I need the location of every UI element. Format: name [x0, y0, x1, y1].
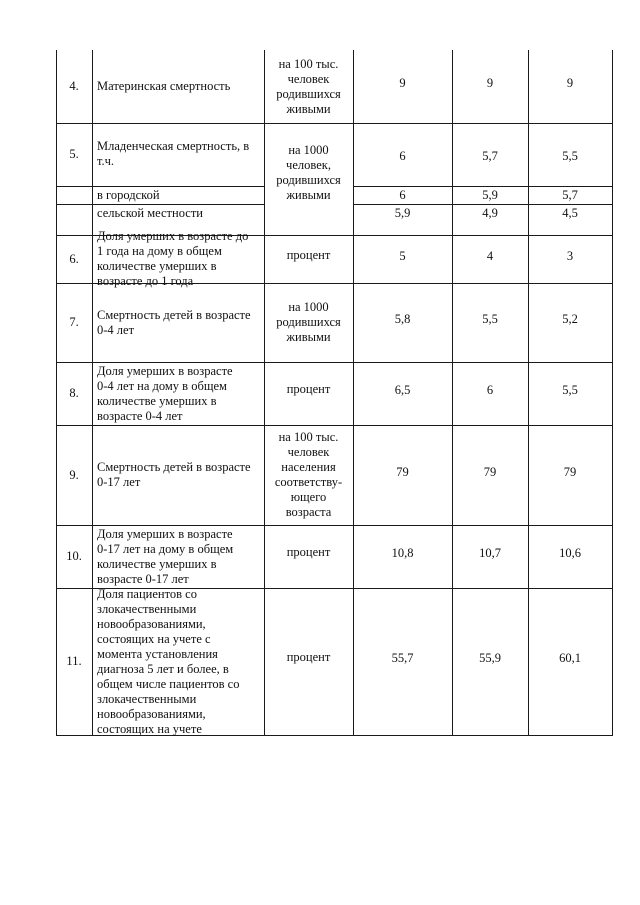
unit-text: родившихся: [276, 173, 341, 187]
indicator-text: количестве умерших в: [97, 259, 217, 273]
indicator-text: Доля умерших в возрасте: [97, 363, 233, 378]
unit-text: родившихся: [276, 315, 341, 329]
row-number: 4.: [69, 79, 79, 93]
value-cell: 79: [563, 464, 577, 479]
value-cell: 5,5: [482, 312, 498, 326]
row-number: 5.: [69, 147, 79, 161]
indicator-text: состоящих на учете: [97, 721, 202, 736]
subrow-value: 4,9: [482, 205, 498, 220]
indicator-text: количестве умерших в: [97, 393, 217, 408]
value-cell: 9: [486, 76, 494, 90]
value-cell: 55,7: [391, 651, 414, 665]
indicator-text: количестве умерших в: [97, 556, 217, 571]
value-cell: 6: [486, 383, 494, 397]
unit-text: живыми: [286, 101, 331, 116]
unit-text: процент: [286, 382, 331, 396]
subrow-value: 6: [399, 187, 406, 202]
value-cell: 10,6: [559, 546, 581, 560]
unit-text: на 100 тыс.: [278, 56, 339, 71]
value-cell: 5,5: [562, 383, 578, 397]
row-number: 11.: [66, 654, 82, 668]
unit-text: на 1000: [288, 143, 329, 157]
indicator-text: диагноза 5 лет и более, в: [97, 661, 229, 676]
value-cell: 6,5: [394, 383, 411, 397]
row-number: 7.: [69, 315, 79, 329]
indicator-text: злокачественными: [97, 601, 197, 616]
unit-text: человек: [287, 71, 330, 86]
value-cell: 3: [566, 248, 574, 263]
row-number: 10.: [66, 549, 82, 563]
subrow-label: в городской: [97, 187, 160, 202]
unit-text: возраста: [285, 505, 332, 519]
indicator-text: 0-17 лет: [97, 475, 141, 489]
indicator-text: состоящих на учете с: [97, 631, 211, 646]
unit-text: живыми: [286, 188, 331, 202]
indicator-text: 0-4 лет: [97, 322, 135, 337]
indicator-text: новообразованиями,: [97, 616, 206, 631]
subrow-value: 5,7: [562, 187, 578, 202]
indicator-text: момента установления: [97, 646, 218, 661]
row-number: 9.: [69, 467, 79, 482]
value-cell: 5,7: [482, 149, 498, 163]
subrow-value: 5,9: [394, 205, 411, 220]
value-cell: 6: [399, 149, 406, 163]
unit-text: родившихся: [276, 86, 341, 101]
indicator-text: Доля пациентов со: [97, 586, 197, 601]
row-number: 8.: [69, 386, 79, 400]
value-cell: 5,8: [394, 312, 411, 326]
indicator-text: 1 года на дому в общем: [97, 244, 222, 258]
value-cell: 4: [486, 248, 494, 263]
unit-text: человек: [287, 445, 330, 459]
value-cell: 79: [483, 464, 497, 479]
column-rule-6: [612, 50, 613, 735]
subrow-rule-1: [56, 186, 265, 187]
value-cell: 5,2: [562, 312, 578, 326]
unit-text: на 100 тыс.: [278, 430, 339, 444]
indicator-text: Младенческая смертность, в: [97, 139, 250, 153]
indicator-text: Смертность детей в возрасте: [97, 307, 251, 322]
value-cell: 9: [566, 76, 574, 90]
row-number: 6.: [69, 251, 79, 266]
row-rule-1: [56, 123, 613, 124]
subrow-value: 5,9: [482, 187, 498, 202]
value-cell: 9: [399, 76, 406, 90]
subrow-value: 4,5: [562, 205, 578, 220]
indicator-text: Доля умерших в возрасте до: [97, 229, 249, 243]
column-rule-1: [92, 50, 93, 735]
indicator-text: 0-4 лет на дому в общем: [97, 378, 227, 393]
unit-text: ющего: [290, 490, 327, 504]
row-rule-5: [56, 425, 613, 426]
indicator-text: Смертность детей в возрасте: [97, 460, 251, 474]
indicator-text: возрасте до 1 года: [97, 274, 194, 288]
value-cell: 10,8: [391, 546, 414, 560]
value-cell: 10,7: [479, 546, 501, 560]
unit-text: живыми: [286, 330, 331, 344]
value-cell: 5: [399, 248, 406, 263]
unit-text: процент: [286, 247, 331, 262]
unit-text: населения: [281, 460, 336, 474]
indicator-text: Доля умерших в возрасте: [97, 526, 233, 541]
value-cell: 5,5: [562, 149, 578, 163]
value-cell: 79: [396, 464, 409, 479]
indicator-text: Материнская смертность: [97, 79, 231, 93]
indicator-text: возрасте 0-17 лет: [97, 571, 189, 586]
value-cell: 60,1: [559, 651, 581, 665]
indicator-text: т.ч.: [97, 154, 115, 168]
indicator-text: злокачественными: [97, 691, 197, 706]
unit-text: на 1000: [288, 300, 329, 314]
indicator-text: возрасте 0-4 лет: [97, 408, 183, 423]
value-cell: 55,9: [479, 651, 501, 665]
indicator-text: новообразованиями,: [97, 706, 206, 721]
unit-text: человек,: [286, 158, 331, 172]
unit-text: процент: [286, 545, 331, 559]
unit-text: процент: [286, 650, 331, 664]
indicator-text: 0-17 лет на дому в общем: [97, 541, 234, 556]
indicator-text: общем числе пациентов со: [97, 676, 240, 691]
subrow-label: сельской местности: [97, 205, 203, 220]
unit-text: соответству-: [274, 475, 343, 489]
